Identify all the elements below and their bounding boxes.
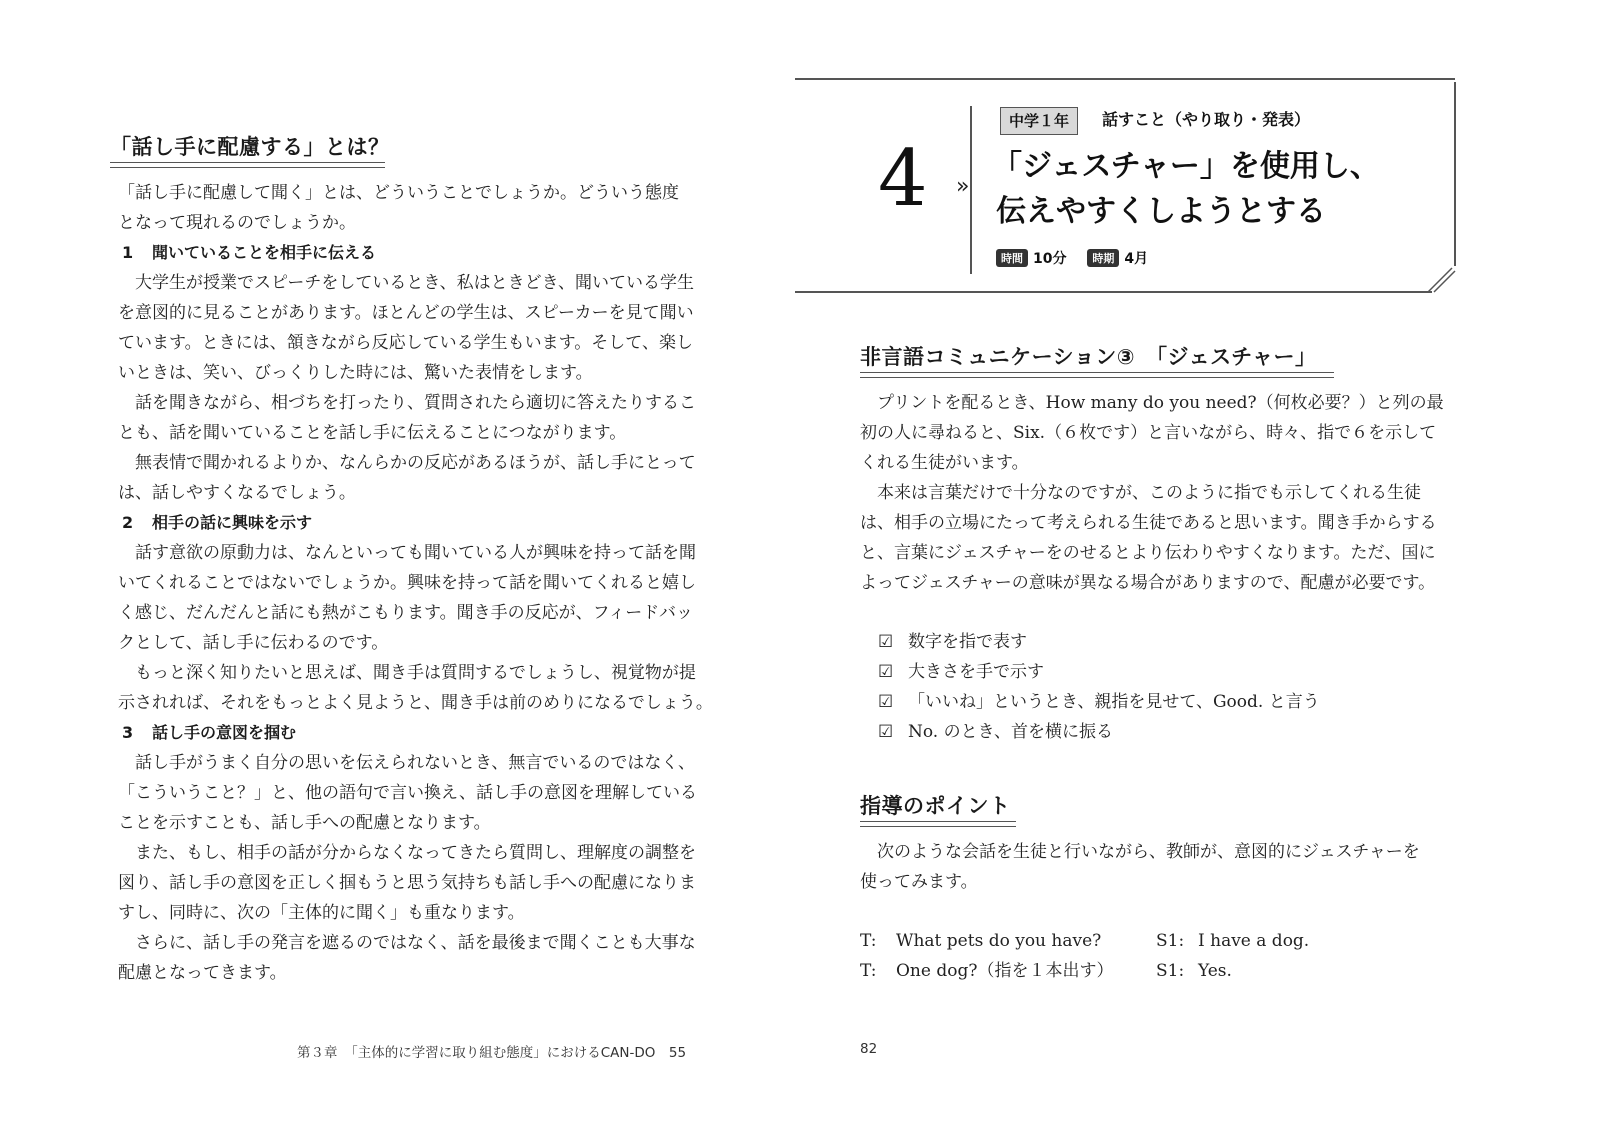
text-line: いてくれることではないでしょうか。興味を持って話を聞いてくれると嬉し [118,573,696,593]
text-line: 次のような会話を生徒と行いながら、教師が、意図的にジェスチャーを [877,842,1420,862]
page-number: 82 [860,1041,878,1057]
checklist-item [878,687,1320,717]
paragraph [118,448,718,508]
right-page [790,0,1600,1130]
subsection-heading [118,718,718,748]
period-tag: 時期 [1087,249,1119,267]
dialogue-line: Yes. [1198,961,1232,981]
running-footer: 第３章 「主体的に学習に取り組む態度」におけるCAN-DO 55 [297,1045,687,1061]
text-line: く感じ、だんだんと話にも熱がこもります。聞き手の反応が、フィードバッ [118,603,693,623]
text-line: 初の人に尋ねると、Six.（６枚です）と言いながら、時々、指で６を示して [860,423,1437,443]
text-line: 「こういうこと？」と、他の語句で言い換え、話し手の意図を理解している [118,783,698,803]
header-right-rule [1454,82,1456,266]
dialogue-line: What pets do you have? [896,931,1102,951]
header-top-rule [795,78,1455,80]
text-line: ています。ときには、頷きながら反応している学生もいます。そして、楽し [118,333,693,353]
speaker: S1: [1156,961,1185,981]
section-heading: 非言語コミュニケーション③ 「ジェスチャー」 [860,345,1317,369]
subsection-heading [118,508,718,538]
paragraph [118,388,718,448]
body-column [860,388,1460,598]
text-line: プリントを配るとき、How many do you need?（何枚必要？）と列の最 [877,393,1444,413]
chevron-right-icon: » [956,174,970,199]
grade-badge: 中学１年 [1000,107,1078,135]
paragraph [118,838,718,928]
subsection-number: 2 [122,513,134,532]
lesson-title-line: 伝えやすくしようとする [996,194,1326,229]
text-line: ことを示すことも、話し手への配慮となります。 [118,813,491,833]
paragraph [860,388,1460,478]
checklist-item [878,717,1320,747]
lesson-title-line: 「ジェスチャー」を使用し、 [992,149,1380,184]
text-line: 使ってみます。 [860,872,978,892]
speaker: T: [860,961,877,981]
paragraph [118,268,718,388]
text-line: くれる生徒がいます。 [860,453,1029,473]
text-line: を意図的に見ることがあります。ほとんどの学生は、スピーカーを見て聞い [118,303,694,323]
text-line: もっと深く知りたいと思えば、聞き手は質問するでしょうし、視覚物が提 [135,663,696,683]
text-line: 大学生が授業でスピーチをしているとき、私はときどき、聞いている学生 [135,273,694,293]
paragraph [118,538,718,658]
subsection-number: 1 [122,243,134,262]
checklist-item [878,627,1320,657]
checklist-item [878,657,1320,687]
time-value: 10分 [1033,251,1067,267]
text-line: は、相手の立場にたって考えられる生徒であると思います。聞き手からする [860,513,1437,533]
subsection-title: 相手の話に興味を示す [152,513,313,532]
text-line: また、もし、相手の話が分からなくなってきたら質問し、理解度の調整を [135,843,696,863]
body-column [860,837,1460,897]
time-tag: 時間 [996,249,1028,267]
text-line: 無表情で聞かれるよりか、なんらかの反応があるほうが、話し手にとって [135,453,696,473]
speaker: S1: [1156,931,1185,951]
subsection-heading [118,238,718,268]
corner-slash-icon [1426,266,1456,294]
lesson-number: 4 [878,134,928,224]
checklist-text: 「いいね」というとき、親指を見せて、Good. と言う [908,692,1320,712]
text-line: は、話しやすくなるでしょう。 [118,483,356,503]
text-line: すし、同時に、次の「主体的に聞く」も重なります。 [118,903,525,923]
text-line: 本来は言葉だけで十分なのですが、このように指でも示してくれる生徒 [877,483,1421,503]
text-line: と、言葉にジェスチャーをのせるとより伝わりやすくなります。ただ、国に [860,543,1436,563]
text-line: 図り、話し手の意図を正しく掴もうと思う気持ちも話し手への配慮になりま [118,873,696,893]
checklist-text: No. のとき、首を横に振る [908,722,1113,742]
text-line: 「話し手に配慮して聞く」とは、どういうことでしょうか。どういう態度 [118,183,679,203]
text-line: さらに、話し手の発言を遮るのではなく、話を最後まで聞くことも大事な [135,933,696,953]
checklist [878,627,1320,747]
checkbox-checked-icon: ☑ [878,662,894,682]
heading-underline [110,162,385,168]
text-line: いときは、笑い、びっくりした時には、驚いた表情をします。 [118,363,593,383]
text-line: 話す意欲の原動力は、なんといっても聞いている人が興味を持って話を聞 [135,543,696,563]
text-line: クとして、話し手に伝わるのです。 [118,633,389,653]
text-line: 話を聞きながら、相づちを打ったり、質問されたら適切に答えたりするこ [135,393,696,413]
subsection-title: 話し手の意図を掴む [152,723,297,742]
text-line: となって現れるのでしょうか。 [118,213,356,233]
text-line: 示されれば、それをもっとよく見ようと、聞き手は前のめりになるでしょう。 [118,693,713,713]
header-divider [970,106,972,274]
skill-label: 話すこと（やり取り・発表） [1102,110,1311,129]
checkbox-checked-icon: ☑ [878,692,894,712]
paragraph [118,748,718,838]
intro-paragraph [118,178,718,238]
dialogue-line: One dog?（指を１本出す） [896,961,1114,981]
checkbox-checked-icon: ☑ [878,632,894,652]
left-page [0,0,790,1130]
text-line: よってジェスチャーの意味が異なる場合がありますので、配慮が必要です。 [860,573,1436,593]
lesson-title [992,144,1380,234]
checklist-text: 数字を指で表す [908,632,1027,652]
section-heading: 「話し手に配慮する」とは？ [110,135,390,159]
paragraph [860,837,1460,897]
paragraph [860,478,1460,598]
heading-underline [860,821,1016,827]
subsection-number: 3 [122,723,134,742]
heading-underline [860,372,1334,378]
header-bottom-rule [795,291,1432,293]
lesson-meta [996,248,1164,268]
text-line: とも、話を聞いていることを話し手に伝えることにつながります。 [118,423,627,443]
checkbox-checked-icon: ☑ [878,722,894,742]
body-column [118,178,718,988]
section-heading: 指導のポイント [860,794,1011,818]
paragraph [118,658,718,718]
period-value: 4月 [1124,251,1149,267]
paragraph [118,928,718,988]
text-line: 配慮となってきます。 [118,963,287,983]
subsection-title: 聞いていることを相手に伝える [152,243,377,262]
speaker: T: [860,931,877,951]
text-line: 話し手がうまく自分の思いを伝えられないとき、無言でいるのではなく、 [135,753,695,773]
dialogue-line: I have a dog. [1198,931,1310,951]
checklist-text: 大きさを手で示す [908,662,1044,682]
